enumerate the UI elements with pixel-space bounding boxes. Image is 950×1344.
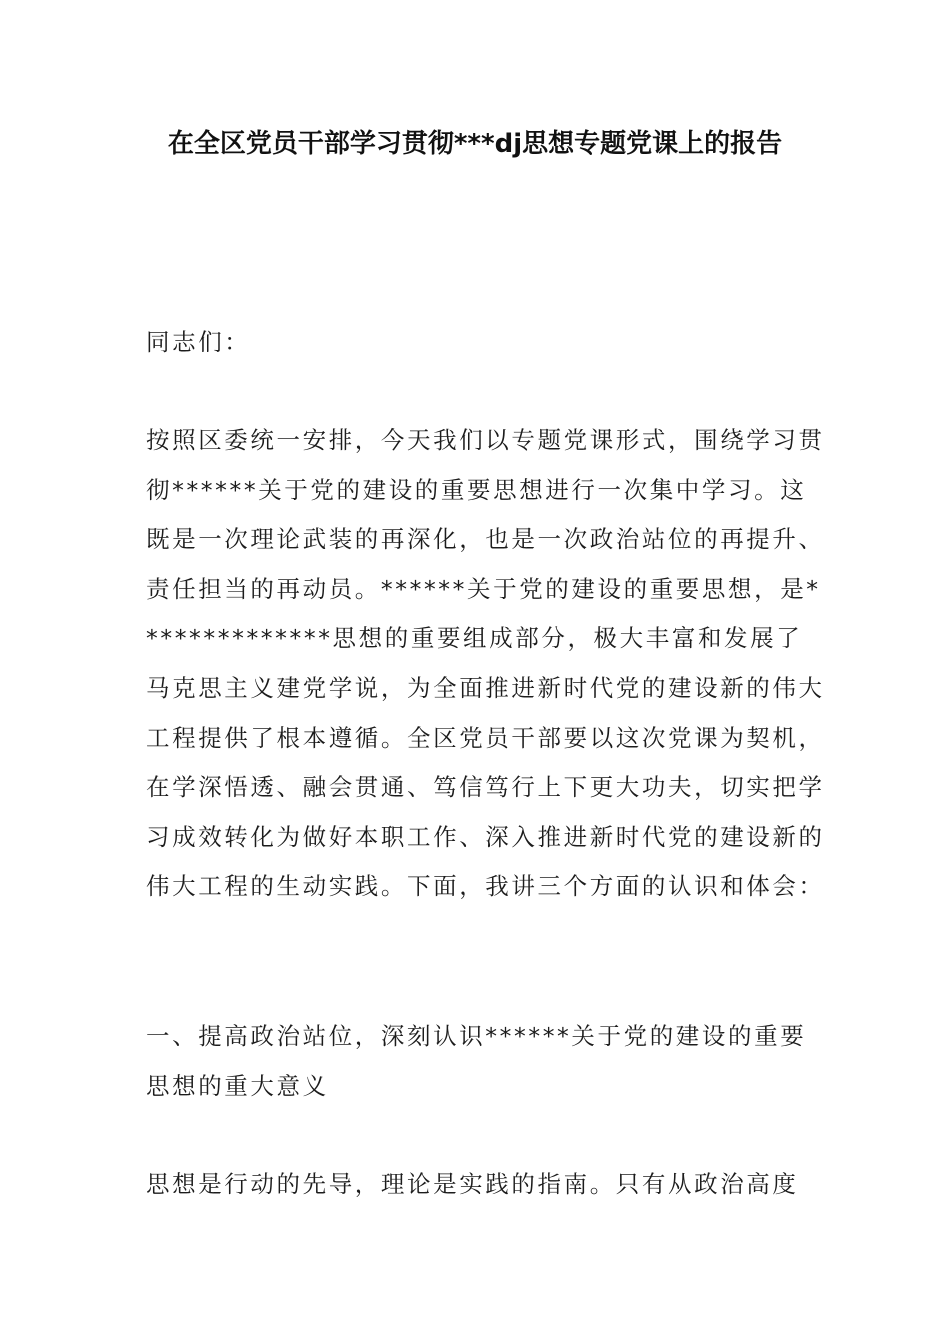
paragraph-section-1: 思想是行动的先导，理论是实践的指南。只有从政治高度 xyxy=(146,1170,799,1198)
document-title: 在全区党员干部学习贯彻***dj思想专题党课上的报告 xyxy=(167,129,783,159)
paragraph-intro: 按照区委统一安排，今天我们以专题党课形式，围绕学习贯彻******关于党的建设的重要思想进行一次集中学习。这既是一次理论武装的再深化，也是一次政治站位的再提升、责任担当的再动员。******关于党的建设的重要思想，是**************思想的重要组成部分，极大丰富和发展了马克思主义建党学说，为全面推进新时代党的建设新的伟大工程提供了根本遵循。全区党员干部要以这次党课为契机，在学深悟透、融会贯通、笃信笃行上下更大功夫，切实把学习成效转化为做好本职工作、深入推进新时代党的建设新的伟大工程的生动实践。下面，我讲三个方面的认识和体会： xyxy=(146,426,825,901)
salutation: 同志们： xyxy=(146,328,251,356)
section-heading-1: 一、提高政治站位，深刻认识******关于党的建设的重要思想的重大意义 xyxy=(146,1022,807,1100)
